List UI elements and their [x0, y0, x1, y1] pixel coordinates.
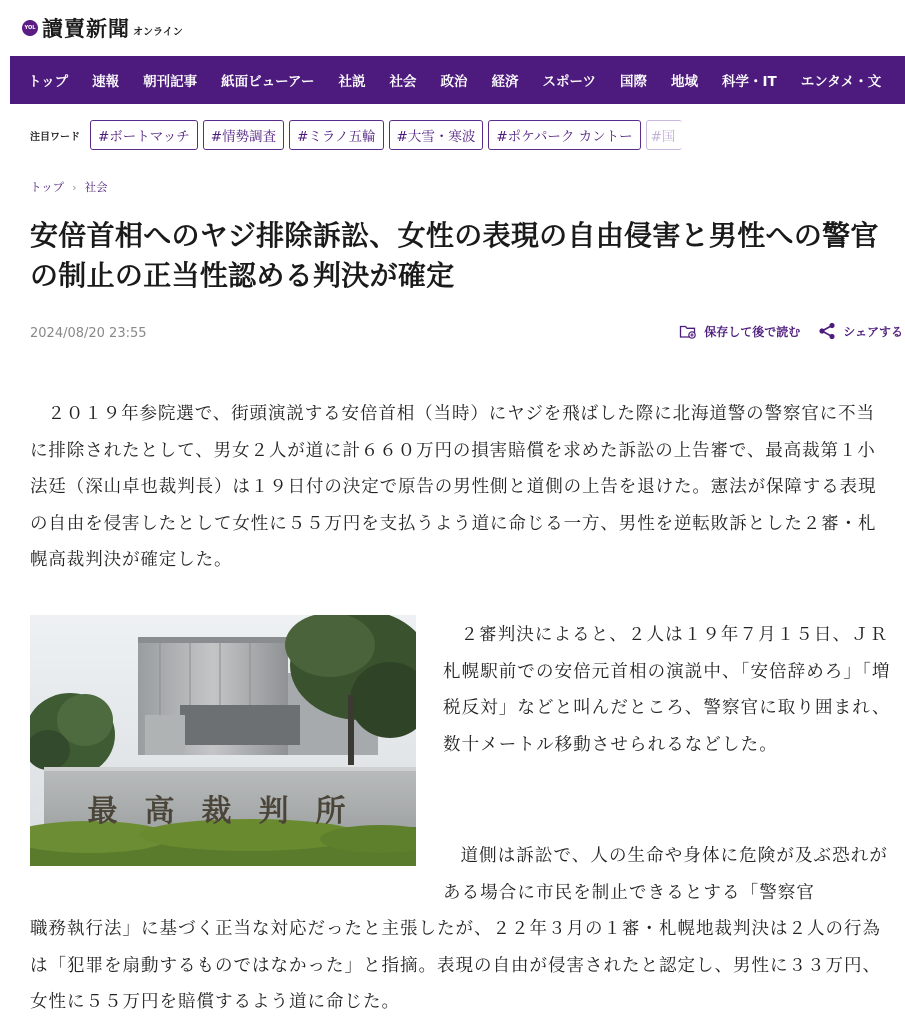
- breadcrumb-home[interactable]: トップ: [30, 180, 65, 194]
- nav-item-morning[interactable]: 朝刊記事: [143, 74, 198, 90]
- breadcrumb-section[interactable]: 社会: [84, 180, 108, 194]
- nav-item-society[interactable]: 社会: [389, 74, 417, 90]
- logo-suffix: オンライン: [133, 26, 183, 38]
- article-paragraph-continued: 職務執行法」に基づく正当な対応だったと主張したが、２２年３月の１審・札幌地裁判決は２人の行為は「犯罪を扇動するものではなかった」と指摘。表現の自由が侵害されたと認定し、男性に３３万円、女性に５５万円を賠償するよう道に命じた。: [30, 919, 881, 1012]
- article-photo-supreme-court: [30, 615, 416, 866]
- main-nav: [10, 56, 905, 104]
- chevron-right-icon: ›: [72, 180, 77, 194]
- save-for-later-button[interactable]: [679, 323, 800, 340]
- trending-chip[interactable]: #国: [646, 120, 682, 150]
- share-label: シェアする: [843, 324, 903, 339]
- nav-item-entertainment[interactable]: エンタメ・文: [800, 74, 882, 90]
- trending-chip[interactable]: #ボートマッチ: [90, 120, 198, 150]
- trending-chip[interactable]: #ミラノ五輪: [289, 120, 383, 150]
- nav-item-politics[interactable]: 政治: [440, 74, 468, 90]
- folder-bookmark-icon: [679, 324, 697, 339]
- article-meta: [30, 322, 905, 344]
- nav-item-sports[interactable]: スポーツ: [542, 74, 596, 90]
- article-paragraph: 道側は訴訟で、人の生命や身体に危険が及ぶ恐れがある場合に市民を制止できるとする「警察官: [443, 846, 888, 903]
- nav-item-international[interactable]: 国際: [620, 74, 647, 90]
- trending-words: [30, 119, 905, 151]
- nav-item-science[interactable]: 科学・IT: [722, 74, 777, 90]
- share-button[interactable]: [818, 322, 903, 340]
- article-paragraph: ２０１９年参院選で、街頭演説する安倍首相（当時）にヤジを飛ばした際に北海道警の警察官に不当に排除されたとして、男女２人が道に計６６０万円の損害賠償を求めた訴訟の上告審で、最高裁第１小法廷（深山卓也裁判長）は１９日付の決定で原告の男性側と道側の上告を退けた。憲法が保障する表現の自由を侵害したとして女性に５５万円を支払うよう道に命じる一方、男性を逆転敗訴とした２審・札幌高裁判決が確定した。: [30, 404, 877, 570]
- nav-item-top[interactable]: トップ: [28, 74, 69, 90]
- share-icon: [818, 322, 836, 340]
- supreme-court-photo: [30, 615, 416, 866]
- nav-item-regional[interactable]: 地域: [671, 74, 698, 90]
- article-date: 2024/08/20 23:55: [30, 325, 147, 341]
- nav-item-breaking[interactable]: 速報: [92, 74, 120, 90]
- trending-chip[interactable]: #ポケパーク カントー: [488, 120, 640, 150]
- logo-mark-icon: YOL: [22, 20, 38, 36]
- breadcrumb: [30, 179, 108, 195]
- article-paragraph: ２審判決によると、２人は１９年７月１５日、ＪＲ札幌駅前での安倍元首相の演説中、「安倍辞めろ」「増税反対」などと叫んだところ、警察官に取り囲まれ、数十メートル移動させられるなどした。: [443, 625, 891, 755]
- article-actions: [679, 322, 903, 340]
- site-logo[interactable]: [22, 13, 183, 43]
- trending-chip[interactable]: #情勢調査: [203, 120, 284, 150]
- article-title: 安倍首相へのヤジ排除訴訟、女性の表現の自由侵害と男性への警官の制止の正当性認める判決が確定: [30, 219, 879, 292]
- photo-sign-text: 最高裁判所: [87, 794, 373, 829]
- nav-item-editorial[interactable]: 社説: [338, 74, 366, 90]
- nav-item-viewer[interactable]: 紙面ビューアー: [221, 74, 315, 90]
- logo-name: 讀賣新聞: [42, 16, 130, 41]
- trending-chip[interactable]: #大雪・寒波: [389, 120, 484, 150]
- site-header: [0, 0, 905, 56]
- save-for-later-label: 保存して後で読む: [704, 324, 801, 339]
- nav-item-economy[interactable]: 経済: [491, 74, 519, 90]
- trending-label: 注目ワード: [30, 131, 80, 143]
